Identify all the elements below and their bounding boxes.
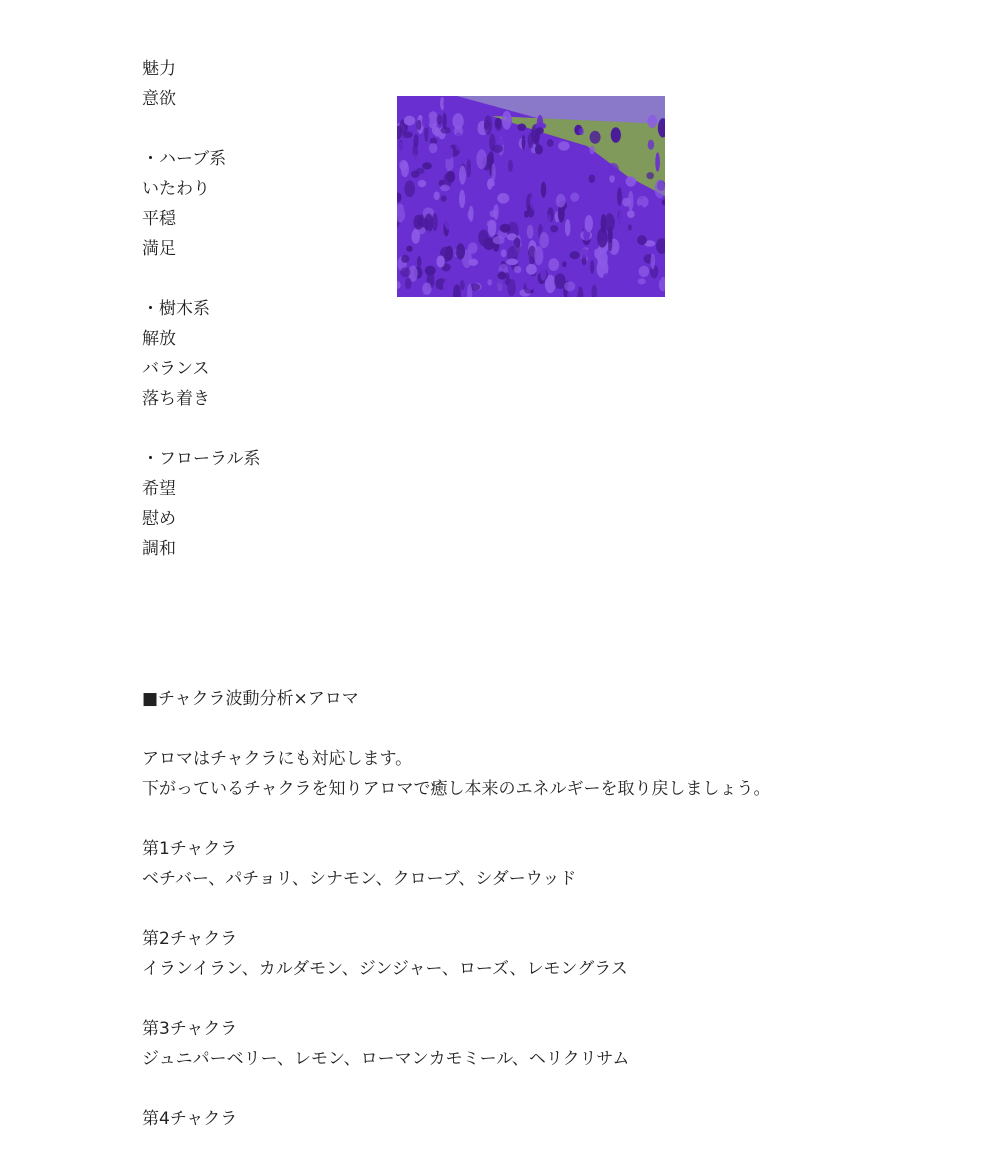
lavender-blossom	[628, 191, 634, 211]
lavender-blossom	[405, 278, 412, 290]
lavender-blossom	[487, 279, 492, 285]
lavender-blossom	[490, 186, 499, 205]
lavender-blossom	[406, 246, 412, 252]
chakra-oils: ジュニパーベリー、レモン、ローマンカモミール、ヘリクリサム	[142, 1049, 630, 1069]
lavender-blossom	[422, 283, 431, 295]
lavender-blossom	[554, 273, 566, 289]
lavender-blossom	[514, 237, 520, 248]
lavender-blossom	[547, 139, 554, 147]
category-heading-herb: ・ハーブ系	[142, 149, 227, 169]
lavender-blossom	[438, 211, 442, 225]
lavender-blossom	[546, 214, 551, 224]
lavender-blossom	[413, 215, 423, 230]
lavender-blossom	[647, 115, 657, 129]
lavender-blossom	[517, 124, 526, 131]
lavender-blossom	[445, 246, 453, 261]
lavender-blossom	[476, 149, 487, 169]
lavender-blossom	[495, 118, 502, 129]
text-line: 魅力	[142, 59, 176, 79]
lavender-blossom	[441, 195, 447, 202]
lavender-blossom	[456, 243, 465, 259]
lavender-blossom	[506, 259, 518, 266]
lavender-blossom	[437, 115, 443, 125]
chakra-name: 第4チャクラ	[142, 1109, 238, 1129]
lavender-blossom	[459, 166, 466, 185]
lavender-blossom	[522, 135, 526, 150]
lavender-blossom	[433, 243, 439, 250]
lavender-blossom	[617, 187, 622, 206]
lavender-blossom	[550, 225, 558, 232]
lavender-blossom	[570, 192, 579, 201]
chakra-oils: ベチバー、パチョリ、シナモン、クローブ、シダーウッド	[142, 869, 577, 889]
lavender-blossom	[441, 127, 451, 134]
lavender-blossom	[528, 133, 534, 149]
lavender-blossom	[457, 224, 462, 238]
chakra-name: 第1チャクラ	[142, 839, 238, 859]
lavender-blossom	[501, 249, 507, 257]
text-line: 希望	[142, 479, 176, 499]
lavender-blossom	[484, 120, 490, 130]
lavender-blossom	[639, 266, 650, 277]
lavender-blossom	[404, 180, 415, 197]
lavender-blossom	[401, 161, 409, 177]
lavender-blossom	[564, 281, 575, 291]
lavender-blossom	[539, 232, 549, 248]
lavender-blossom	[540, 268, 546, 280]
lavender-blossom	[498, 272, 507, 280]
intro-line: 下がっているチャクラを知りアロマで癒し本来のエネルギーを取り戻しましょう。	[142, 779, 771, 799]
section-title: ■チャクラ波動分析×アロマ	[142, 689, 359, 709]
lavender-blossom	[500, 224, 511, 233]
lavender-blossom	[418, 180, 427, 187]
lavender-blossom	[452, 113, 463, 129]
lavender-blossom	[638, 278, 646, 284]
lavender-blossom	[493, 236, 505, 244]
lavender-blossom	[611, 127, 621, 142]
lavender-blossom	[576, 218, 584, 233]
lavender-blossom	[604, 213, 615, 232]
lavender-blossom	[637, 196, 649, 208]
lavender-blossom	[589, 146, 594, 154]
spacer	[142, 1074, 842, 1104]
lavender-blossom	[628, 224, 632, 230]
lavender-blossom	[610, 193, 615, 201]
lavender-blossom	[422, 114, 430, 129]
lavender-blossom	[468, 259, 478, 266]
lavender-blossom	[579, 128, 584, 135]
lavender-blossom	[608, 205, 620, 212]
lavender-blossom	[636, 205, 645, 223]
lavender-field-image	[397, 96, 665, 297]
text-line: バランス	[142, 359, 210, 379]
lavender-blossom	[627, 210, 635, 218]
lavender-blossom	[552, 171, 563, 179]
lavender-blossom	[436, 255, 444, 267]
lavender-blossom	[400, 267, 410, 277]
text-line: 満足	[142, 239, 176, 259]
lavender-blossom	[526, 278, 535, 291]
lavender-blossom	[607, 163, 619, 176]
category-heading-wood: ・樹木系	[142, 299, 210, 319]
lavender-blossom	[508, 160, 513, 172]
lavender-blossom	[493, 204, 499, 220]
lavender-blossom	[492, 145, 504, 153]
lavender-blossom	[417, 256, 422, 268]
lavender-blossom	[422, 162, 432, 169]
lavender-blossom	[404, 116, 415, 126]
lavender-blossom	[467, 159, 472, 177]
lavender-blossom	[411, 170, 420, 178]
lavender-blossom	[514, 204, 525, 211]
lavender-blossom	[443, 280, 451, 292]
lavender-blossom	[530, 192, 542, 212]
lavender-blossom	[467, 121, 478, 133]
lavender-blossom	[578, 248, 589, 258]
lavender-blossom	[655, 152, 660, 171]
spacer	[142, 804, 842, 834]
lavender-blossom	[444, 146, 453, 159]
lavender-blossom	[535, 145, 543, 155]
lavender-blossom	[497, 193, 509, 204]
lavender-blossom	[590, 131, 601, 144]
lavender-blossom	[491, 163, 495, 181]
lavender-blossom	[468, 210, 472, 219]
lavender-blossom	[502, 111, 512, 130]
text-line: 慰め	[142, 509, 176, 529]
lavender-blossom	[589, 174, 596, 183]
lavender-blossom	[556, 194, 566, 208]
lavender-blossom	[637, 235, 647, 245]
lavender-blossom	[585, 215, 593, 232]
lavender-blossom	[402, 131, 413, 138]
lavender-blossom	[478, 230, 489, 247]
spacer	[142, 414, 842, 444]
lavender-blossom	[468, 242, 478, 253]
lavender-blossom	[411, 154, 419, 164]
text-line: いたわり	[142, 179, 210, 199]
lavender-blossom	[646, 172, 654, 179]
lavender-blossom	[534, 246, 543, 265]
lavender-blossom	[526, 264, 537, 275]
lavender-photo	[397, 96, 665, 297]
lavender-blossom	[614, 226, 618, 235]
lavender-blossom	[443, 97, 455, 110]
lavender-blossom	[619, 281, 626, 294]
lavender-blossom	[416, 120, 421, 131]
lavender-blossom	[527, 225, 534, 239]
lavender-blossom	[507, 185, 518, 192]
spacer	[142, 564, 842, 684]
lavender-blossom	[597, 250, 608, 267]
lavender-blossom	[497, 138, 506, 146]
lavender-blossom	[446, 171, 455, 183]
lavender-blossom	[434, 191, 440, 200]
lavender-blossom	[596, 157, 602, 175]
lavender-blossom	[514, 266, 522, 273]
category-heading-floral: ・フローラル系	[142, 449, 261, 469]
spacer	[142, 714, 842, 744]
lavender-blossom	[444, 213, 456, 231]
lavender-blossom	[651, 253, 656, 269]
text-line: 意欲	[142, 89, 176, 109]
spacer	[142, 894, 842, 924]
chakra-name: 第3チャクラ	[142, 1019, 238, 1039]
lavender-blossom	[626, 176, 637, 186]
lavender-blossom	[648, 140, 654, 150]
lavender-blossom	[401, 255, 409, 263]
lavender-blossom	[562, 261, 567, 267]
lavender-blossom	[523, 151, 529, 164]
lavender-blossom	[522, 253, 530, 266]
text-line: 平穏	[142, 209, 176, 229]
chakra-oils: イランイラン、カルダモン、ジンジャー、ローズ、レモングラス	[142, 959, 628, 979]
lavender-blossom	[432, 123, 437, 135]
lavender-blossom	[487, 220, 497, 228]
lavender-blossom	[541, 182, 546, 198]
lavender-blossom	[608, 236, 612, 251]
text-line: 落ち着き	[142, 389, 210, 409]
text-line: 解放	[142, 329, 176, 349]
lavender-blossom	[432, 213, 438, 231]
spacer	[142, 984, 842, 1014]
lavender-blossom	[548, 258, 559, 271]
intro-line: アロマはチャクラにも対応します。	[142, 749, 413, 769]
lavender-blossom	[440, 185, 450, 192]
lavender-blossom	[570, 251, 580, 259]
lavender-blossom	[625, 268, 635, 280]
text-line: 調和	[142, 539, 176, 559]
lavender-blossom	[510, 270, 514, 280]
lavender-blossom	[609, 175, 615, 183]
lavender-blossom	[460, 280, 465, 290]
lavender-blossom	[455, 132, 462, 150]
lavender-blossom	[655, 180, 666, 199]
lavender-blossom	[565, 219, 571, 236]
lavender-blossom	[602, 273, 609, 291]
lavender-blossom	[536, 127, 544, 134]
lavender-blossom	[459, 190, 465, 208]
lavender-blossom	[558, 141, 570, 150]
lavender-blossom	[472, 172, 483, 188]
chakra-name: 第2チャクラ	[142, 929, 238, 949]
lavender-blossom	[632, 223, 639, 239]
lavender-blossom	[404, 200, 409, 215]
lavender-blossom	[597, 228, 608, 248]
lavender-blossom	[567, 204, 578, 218]
lavender-blossom	[429, 143, 438, 153]
